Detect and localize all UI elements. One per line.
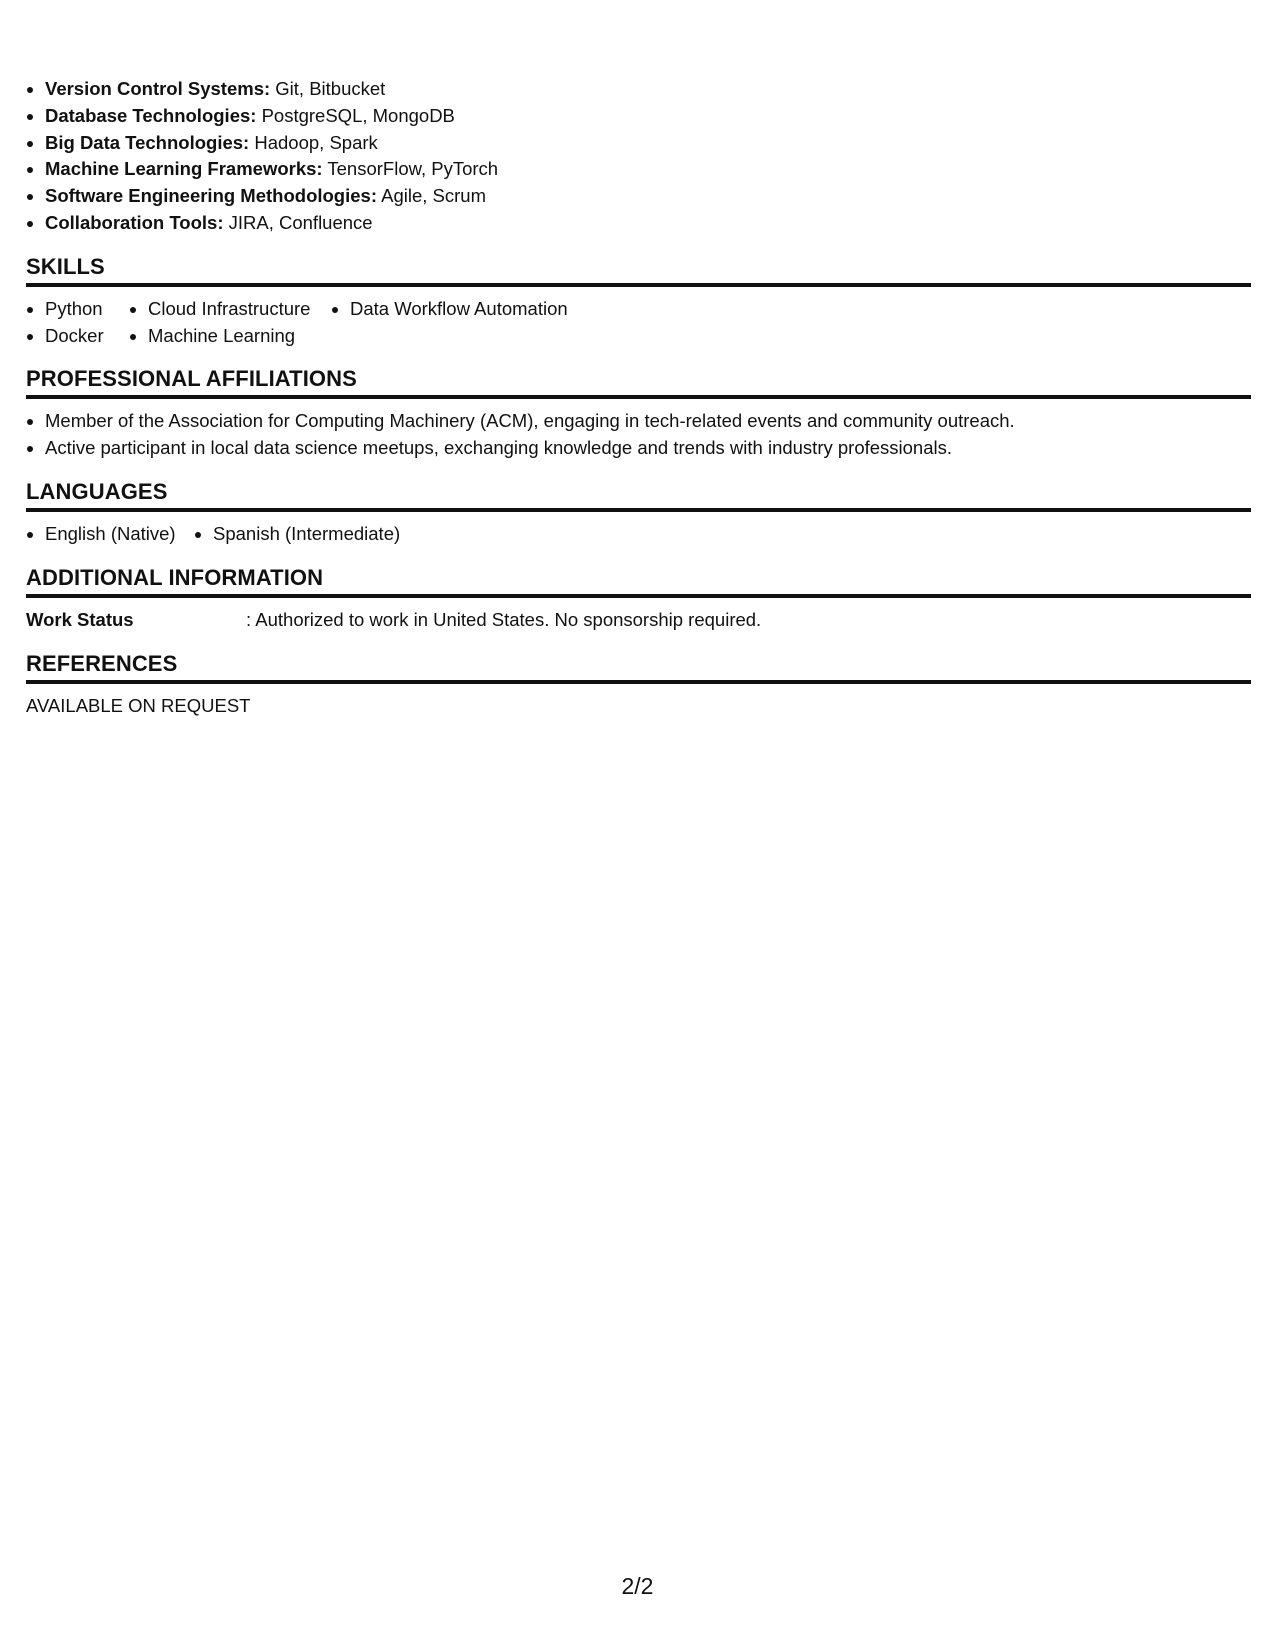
- list-item: [26, 156, 1251, 183]
- tool-category-label: Software Engineering Methodologies:: [45, 185, 377, 207]
- languages-section: [26, 477, 1251, 548]
- references-section: [26, 649, 1251, 720]
- list-item: Active participant in local data science meetups, exchanging knowledge and trends with industry professionals.: [26, 435, 1251, 462]
- work-status-value: : Authorized to work in United States. No sponsorship required.: [246, 608, 762, 630]
- tool-category-label: Big Data Technologies:: [45, 131, 250, 153]
- list-item: Member of the Association for Computing Machinery (ACM), engaging in tech-related events and community outreach.: [26, 408, 1251, 435]
- references-text: AVAILABLE ON REQUEST: [26, 694, 251, 716]
- section-divider: [26, 283, 1251, 287]
- tool-category-value: PostgreSQL, MongoDB: [261, 104, 455, 126]
- skill-item: Machine Learning: [129, 323, 295, 350]
- tool-category-label: Database Technologies:: [45, 104, 257, 126]
- languages-heading: LANGUAGES: [26, 478, 168, 504]
- list-item: [26, 76, 1251, 103]
- tool-category-value: JIRA, Confluence: [228, 211, 373, 233]
- tool-category-label: Collaboration Tools:: [45, 211, 224, 233]
- section-divider: [26, 508, 1251, 512]
- tool-category-label: Version Control Systems:: [45, 78, 271, 99]
- skill-item: Docker: [26, 323, 129, 350]
- affiliations-heading: PROFESSIONAL AFFILIATIONS: [26, 366, 357, 392]
- tool-category-label: Machine Learning Frameworks:: [45, 158, 323, 180]
- list-item: [26, 183, 1251, 210]
- language-item: English (Native): [26, 521, 194, 548]
- skills-row: [26, 296, 1251, 323]
- tool-category-value: Hadoop, Spark: [254, 131, 378, 153]
- languages-list: [26, 521, 1251, 548]
- section-divider: [26, 594, 1251, 598]
- resume-page-content: [26, 76, 1251, 719]
- skills-row: [26, 323, 1251, 350]
- list-item: [26, 210, 1251, 237]
- list-item: [26, 130, 1251, 157]
- additional-info-heading: ADDITIONAL INFORMATION: [26, 564, 324, 590]
- skills-list: [26, 296, 1251, 350]
- work-status-label: Work Status: [26, 608, 134, 630]
- list-item: [26, 103, 1251, 130]
- affiliations-section: [26, 364, 1251, 462]
- references-heading: REFERENCES: [26, 650, 178, 676]
- tool-category-value: Git, Bitbucket: [275, 78, 386, 99]
- skills-heading: SKILLS: [26, 253, 105, 279]
- tool-category-value: TensorFlow, PyTorch: [327, 158, 499, 180]
- skill-item: Data Workflow Automation: [331, 296, 568, 323]
- tool-category-value: Agile, Scrum: [381, 185, 486, 207]
- technical-tools-list: [26, 76, 1251, 237]
- section-divider: [26, 395, 1251, 399]
- languages-row: [26, 521, 1251, 548]
- skill-item: Cloud Infrastructure: [129, 296, 331, 323]
- affiliations-list: [26, 408, 1251, 462]
- additional-info-section: [26, 563, 1251, 634]
- skill-item: Python: [26, 296, 129, 323]
- skills-section: [26, 252, 1251, 350]
- work-status-row: [26, 607, 1251, 634]
- page-number: 2/2: [621, 1573, 654, 1599]
- language-item: Spanish (Intermediate): [194, 521, 400, 548]
- section-divider: [26, 680, 1251, 684]
